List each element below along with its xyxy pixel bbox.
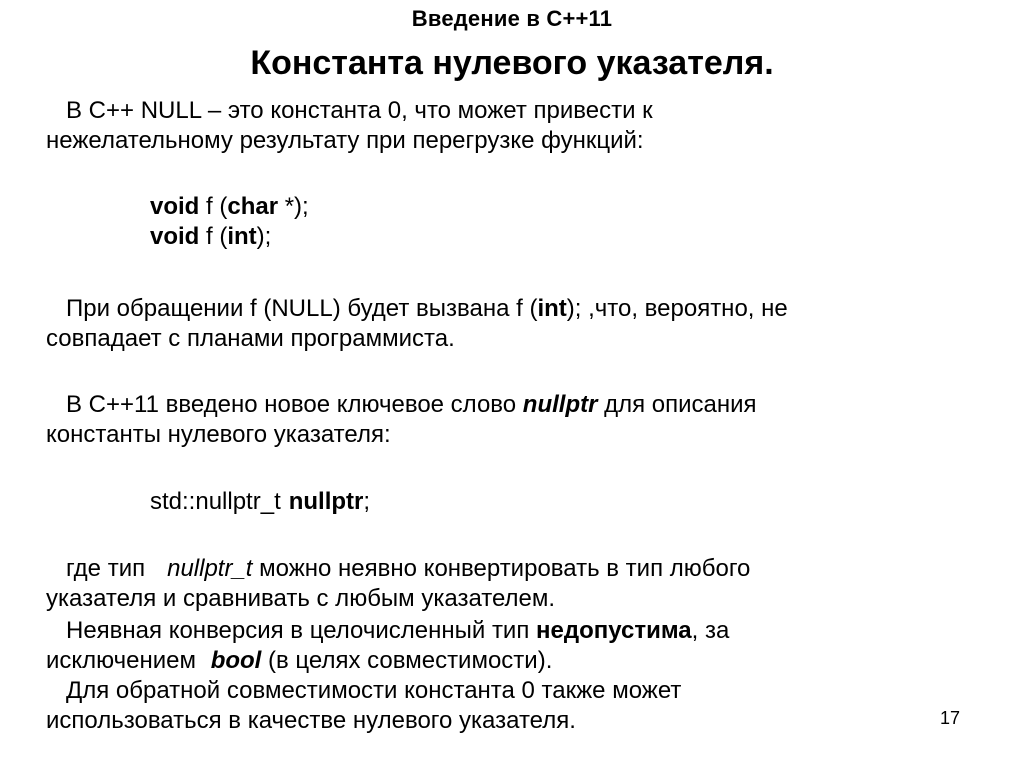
keyword-int: int [537, 295, 567, 322]
paragraph-line: Для обратной совместимости константа 0 также может [66, 677, 682, 704]
keyword-bool: bool [210, 647, 262, 674]
text-fragment: (в целях совместимости). [261, 647, 553, 674]
code-fragment: ); [256, 223, 272, 250]
code-line [150, 192, 309, 222]
type-nullptr-t: nullptr_t [167, 555, 253, 582]
keyword-int: int [227, 223, 257, 250]
code-fragment: *); [278, 193, 309, 220]
paragraph-line [46, 616, 946, 646]
paragraph-null-intro [46, 96, 946, 156]
code-overloads [150, 192, 309, 252]
text-fragment: для описания [597, 391, 757, 418]
slide-supertitle: Введение в C++11 [411, 6, 613, 31]
text-fragment: ); ,что, вероятно, не [566, 295, 788, 322]
paragraph-nullptr-type [46, 554, 946, 614]
paragraph-line: указателя и сравнивать с любым указателем. [46, 585, 556, 612]
type-nullptr-t: std::nullptr_t [150, 488, 281, 515]
keyword-void: void [150, 223, 200, 250]
code-fragment: f ( [199, 223, 228, 250]
emphasis-forbidden: недопустима [536, 617, 692, 644]
code-fragment: f ( [199, 193, 228, 220]
text-fragment: исключением [46, 647, 203, 674]
code-line [150, 222, 309, 252]
slide-title: Константа нулевого указателя. [250, 44, 774, 82]
text-fragment: можно неявно конвертировать в тип любого [252, 555, 751, 582]
paragraph-line [46, 294, 946, 324]
paragraph-line: нежелательному результату при перегрузке функций: [46, 127, 644, 154]
text-fragment: В С++11 введено новое ключевое слово [66, 391, 523, 418]
page-number: 17 [939, 708, 960, 728]
keyword-nullptr: nullptr [288, 488, 364, 515]
paragraph-line [46, 646, 946, 676]
keyword-void: void [150, 193, 200, 220]
paragraph-line [46, 390, 946, 420]
text-fragment: При обращении f (NULL) будет вызвана f ( [66, 295, 538, 322]
paragraph-backward-compat [46, 676, 946, 736]
code-fragment: ; [363, 488, 371, 515]
text-fragment: Неявная конверсия в целочисленный тип [66, 617, 537, 644]
paragraph-nullptr-intro [46, 390, 946, 450]
code-nullptr-decl [150, 487, 370, 517]
paragraph-int-conversion [46, 616, 946, 676]
paragraph-line: совпадает с планами программиста. [46, 325, 455, 352]
paragraph-line [46, 554, 946, 584]
paragraph-null-call [46, 294, 946, 354]
text-fragment: , за [691, 617, 730, 644]
paragraph-line: константы нулевого указателя: [46, 421, 391, 448]
paragraph-line: использоваться в качестве нулевого указателя. [46, 707, 576, 734]
keyword-nullptr: nullptr [522, 391, 598, 418]
paragraph-line: В С++ NULL – это константа 0, что может привести к [66, 97, 653, 124]
text-fragment: где тип [66, 555, 146, 582]
keyword-char: char [227, 193, 279, 220]
